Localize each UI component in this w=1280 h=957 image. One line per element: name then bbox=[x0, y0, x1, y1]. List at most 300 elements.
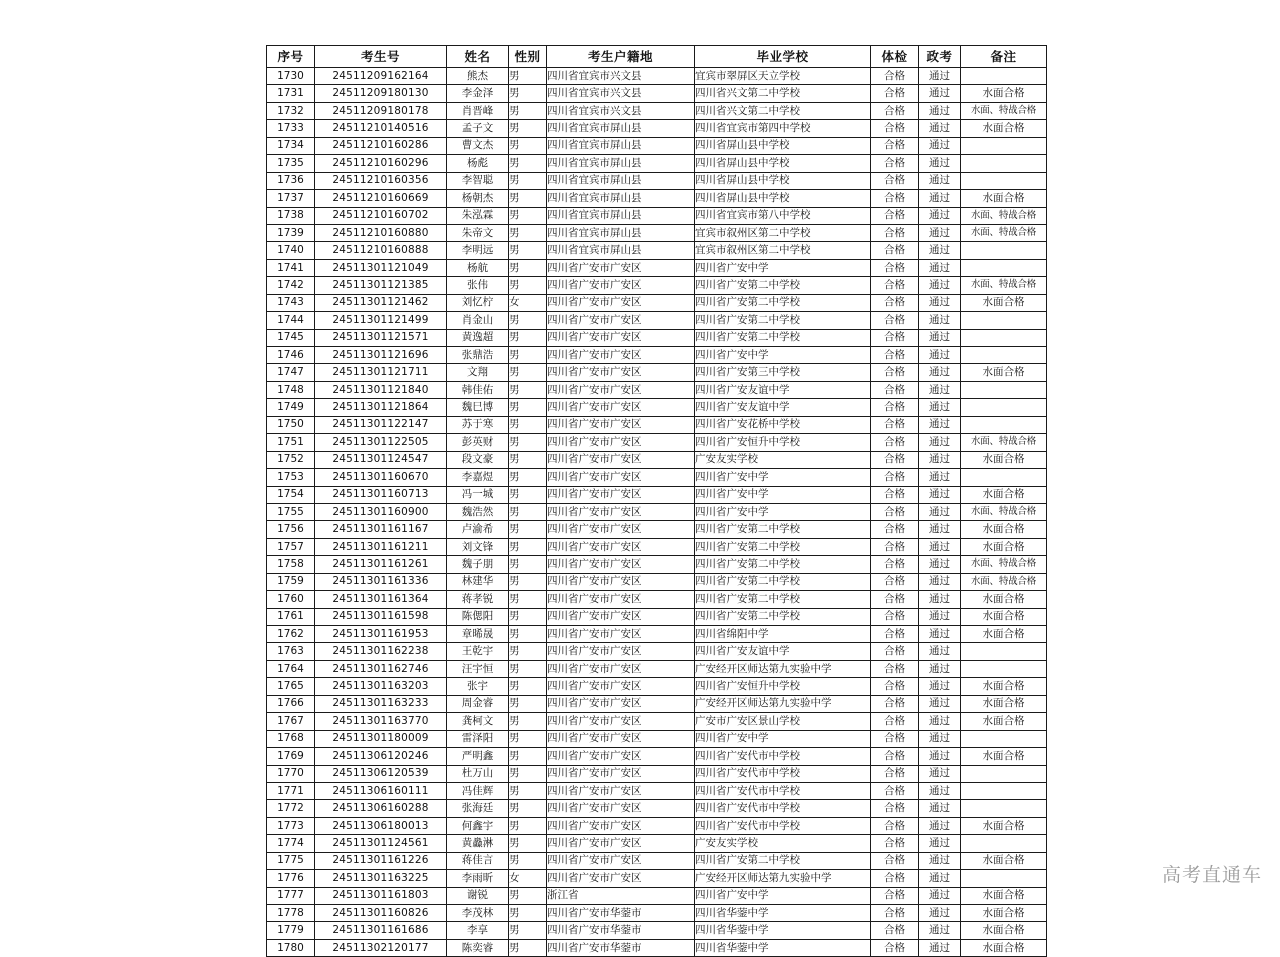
cell-school: 四川省绵阳中学 bbox=[695, 626, 871, 643]
cell-domicile: 四川省广安市广安区 bbox=[547, 329, 695, 346]
cell-pol: 通过 bbox=[919, 591, 961, 608]
cell-domicile: 四川省广安市广安区 bbox=[547, 486, 695, 503]
table-header bbox=[267, 46, 1047, 68]
cell-phys: 合格 bbox=[871, 224, 919, 241]
cell-remark bbox=[961, 155, 1047, 172]
cell-school: 四川省广安中学 bbox=[695, 730, 871, 747]
table-row bbox=[267, 486, 1047, 503]
cell-pol: 通过 bbox=[919, 347, 961, 364]
cell-exam: 24511301124547 bbox=[315, 451, 447, 468]
table-row bbox=[267, 922, 1047, 939]
cell-seq: 1757 bbox=[267, 538, 315, 555]
cell-seq: 1770 bbox=[267, 765, 315, 782]
cell-remark: 水面合格 bbox=[961, 939, 1047, 956]
cell-school: 宜宾市翠屏区天立学校 bbox=[695, 68, 871, 85]
column-header-school: 毕业学校 bbox=[695, 46, 871, 68]
cell-remark: 水面、特战合格 bbox=[961, 556, 1047, 573]
cell-seq: 1763 bbox=[267, 643, 315, 660]
cell-phys: 合格 bbox=[871, 329, 919, 346]
cell-pol: 通过 bbox=[919, 102, 961, 119]
cell-pol: 通过 bbox=[919, 695, 961, 712]
table-row bbox=[267, 434, 1047, 451]
cell-seq: 1773 bbox=[267, 817, 315, 834]
cell-name: 雷泽阳 bbox=[447, 730, 509, 747]
cell-name: 韩佳佑 bbox=[447, 381, 509, 398]
cell-domicile: 四川省广安市广安区 bbox=[547, 434, 695, 451]
cell-name: 熊杰 bbox=[447, 68, 509, 85]
cell-gender: 男 bbox=[509, 451, 547, 468]
cell-exam: 24511301161211 bbox=[315, 538, 447, 555]
cell-school: 广安市广安区景山学校 bbox=[695, 713, 871, 730]
cell-seq: 1739 bbox=[267, 224, 315, 241]
cell-phys: 合格 bbox=[871, 626, 919, 643]
cell-remark: 水面、特战合格 bbox=[961, 207, 1047, 224]
table-row bbox=[267, 207, 1047, 224]
cell-remark: 水面、特战合格 bbox=[961, 102, 1047, 119]
cell-pol: 通过 bbox=[919, 399, 961, 416]
cell-pol: 通过 bbox=[919, 730, 961, 747]
cell-seq: 1778 bbox=[267, 905, 315, 922]
cell-phys: 合格 bbox=[871, 887, 919, 904]
cell-school: 四川省广安中学 bbox=[695, 469, 871, 486]
cell-phys: 合格 bbox=[871, 591, 919, 608]
cell-seq: 1756 bbox=[267, 521, 315, 538]
cell-name: 龚柯文 bbox=[447, 713, 509, 730]
cell-gender: 男 bbox=[509, 817, 547, 834]
cell-name: 魏浩然 bbox=[447, 503, 509, 520]
cell-domicile: 四川省宜宾市屏山县 bbox=[547, 120, 695, 137]
table-row bbox=[267, 521, 1047, 538]
cell-name: 肖晋峰 bbox=[447, 102, 509, 119]
cell-school: 四川省广安代市中学校 bbox=[695, 748, 871, 765]
cell-domicile: 四川省广安市广安区 bbox=[547, 678, 695, 695]
cell-pol: 通过 bbox=[919, 120, 961, 137]
cell-exam: 24511301121840 bbox=[315, 381, 447, 398]
cell-name: 李智聪 bbox=[447, 172, 509, 189]
cell-school: 四川省兴文第二中学校 bbox=[695, 102, 871, 119]
cell-pol: 通过 bbox=[919, 905, 961, 922]
cell-pol: 通过 bbox=[919, 556, 961, 573]
cell-school: 宜宾市叙州区第二中学校 bbox=[695, 224, 871, 241]
cell-domicile: 四川省广安市广安区 bbox=[547, 713, 695, 730]
cell-domicile: 四川省宜宾市屏山县 bbox=[547, 207, 695, 224]
cell-phys: 合格 bbox=[871, 347, 919, 364]
cell-remark: 水面合格 bbox=[961, 120, 1047, 137]
cell-exam: 24511301121864 bbox=[315, 399, 447, 416]
cell-exam: 24511210160286 bbox=[315, 137, 447, 154]
cell-pol: 通过 bbox=[919, 678, 961, 695]
cell-gender: 女 bbox=[509, 294, 547, 311]
table-row bbox=[267, 591, 1047, 608]
cell-phys: 合格 bbox=[871, 190, 919, 207]
cell-exam: 24511210160669 bbox=[315, 190, 447, 207]
cell-phys: 合格 bbox=[871, 608, 919, 625]
cell-exam: 24511301161226 bbox=[315, 852, 447, 869]
cell-gender: 男 bbox=[509, 695, 547, 712]
cell-seq: 1731 bbox=[267, 85, 315, 102]
cell-exam: 24511209180178 bbox=[315, 102, 447, 119]
cell-school: 四川省华蓥中学 bbox=[695, 905, 871, 922]
cell-remark bbox=[961, 765, 1047, 782]
cell-exam: 24511301121571 bbox=[315, 329, 447, 346]
cell-school: 四川省广安第二中学校 bbox=[695, 312, 871, 329]
cell-gender: 男 bbox=[509, 416, 547, 433]
cell-gender: 男 bbox=[509, 399, 547, 416]
table-row bbox=[267, 294, 1047, 311]
cell-school: 四川省广安第二中学校 bbox=[695, 294, 871, 311]
cell-school: 四川省广安中学 bbox=[695, 347, 871, 364]
cell-name: 李雨昕 bbox=[447, 870, 509, 887]
cell-phys: 合格 bbox=[871, 765, 919, 782]
cell-exam: 24511301161336 bbox=[315, 573, 447, 590]
cell-school: 广安友实学校 bbox=[695, 835, 871, 852]
cell-phys: 合格 bbox=[871, 277, 919, 294]
cell-remark: 水面合格 bbox=[961, 852, 1047, 869]
cell-domicile: 四川省广安市广安区 bbox=[547, 748, 695, 765]
table-row bbox=[267, 503, 1047, 520]
cell-remark: 水面、特战合格 bbox=[961, 573, 1047, 590]
cell-domicile: 四川省宜宾市屏山县 bbox=[547, 224, 695, 241]
cell-exam: 24511210160702 bbox=[315, 207, 447, 224]
cell-gender: 男 bbox=[509, 521, 547, 538]
cell-seq: 1743 bbox=[267, 294, 315, 311]
cell-name: 孟子文 bbox=[447, 120, 509, 137]
cell-gender: 男 bbox=[509, 85, 547, 102]
cell-domicile: 四川省宜宾市屏山县 bbox=[547, 155, 695, 172]
cell-name: 李嘉煜 bbox=[447, 469, 509, 486]
cell-school: 四川省广安第二中学校 bbox=[695, 329, 871, 346]
cell-pol: 通过 bbox=[919, 364, 961, 381]
table-row bbox=[267, 120, 1047, 137]
cell-seq: 1741 bbox=[267, 259, 315, 276]
cell-domicile: 四川省广安市广安区 bbox=[547, 730, 695, 747]
cell-name: 蒋孝锐 bbox=[447, 591, 509, 608]
table-row bbox=[267, 451, 1047, 468]
cell-domicile: 四川省广安市广安区 bbox=[547, 399, 695, 416]
cell-seq: 1745 bbox=[267, 329, 315, 346]
cell-seq: 1752 bbox=[267, 451, 315, 468]
table-row bbox=[267, 224, 1047, 241]
cell-gender: 男 bbox=[509, 137, 547, 154]
cell-school: 四川省广安第二中学校 bbox=[695, 521, 871, 538]
cell-remark bbox=[961, 870, 1047, 887]
cell-phys: 合格 bbox=[871, 748, 919, 765]
cell-exam: 24511306120246 bbox=[315, 748, 447, 765]
cell-name: 王乾宇 bbox=[447, 643, 509, 660]
cell-pol: 通过 bbox=[919, 224, 961, 241]
cell-exam: 24511306160288 bbox=[315, 800, 447, 817]
cell-seq: 1737 bbox=[267, 190, 315, 207]
cell-remark: 水面合格 bbox=[961, 626, 1047, 643]
cell-domicile: 四川省广安市广安区 bbox=[547, 626, 695, 643]
cell-school: 四川省广安第三中学校 bbox=[695, 364, 871, 381]
column-header-exam: 考生号 bbox=[315, 46, 447, 68]
cell-phys: 合格 bbox=[871, 556, 919, 573]
cell-seq: 1777 bbox=[267, 887, 315, 904]
cell-name: 冯一城 bbox=[447, 486, 509, 503]
cell-seq: 1774 bbox=[267, 835, 315, 852]
cell-seq: 1780 bbox=[267, 939, 315, 956]
cell-pol: 通过 bbox=[919, 503, 961, 520]
cell-gender: 男 bbox=[509, 155, 547, 172]
cell-domicile: 四川省广安市广安区 bbox=[547, 364, 695, 381]
cell-gender: 男 bbox=[509, 852, 547, 869]
cell-exam: 24511306160111 bbox=[315, 782, 447, 799]
cell-name: 严明鑫 bbox=[447, 748, 509, 765]
cell-phys: 合格 bbox=[871, 573, 919, 590]
cell-name: 杨航 bbox=[447, 259, 509, 276]
cell-pol: 通过 bbox=[919, 242, 961, 259]
cell-exam: 24511301160713 bbox=[315, 486, 447, 503]
cell-school: 四川省广安第二中学校 bbox=[695, 852, 871, 869]
cell-domicile: 四川省广安市广安区 bbox=[547, 782, 695, 799]
watermark: 高考直通车 bbox=[1161, 864, 1262, 886]
cell-name: 朱泓霖 bbox=[447, 207, 509, 224]
cell-phys: 合格 bbox=[871, 364, 919, 381]
cell-gender: 男 bbox=[509, 224, 547, 241]
cell-exam: 24511209180130 bbox=[315, 85, 447, 102]
cell-gender: 男 bbox=[509, 800, 547, 817]
table-row bbox=[267, 765, 1047, 782]
cell-name: 曹文杰 bbox=[447, 137, 509, 154]
cell-gender: 男 bbox=[509, 68, 547, 85]
cell-remark: 水面合格 bbox=[961, 887, 1047, 904]
cell-domicile: 四川省广安市广安区 bbox=[547, 451, 695, 468]
table-row bbox=[267, 190, 1047, 207]
cell-domicile: 四川省宜宾市兴文县 bbox=[547, 68, 695, 85]
table-row bbox=[267, 643, 1047, 660]
cell-domicile: 四川省广安市华蓥市 bbox=[547, 922, 695, 939]
cell-domicile: 四川省广安市广安区 bbox=[547, 556, 695, 573]
table-row bbox=[267, 538, 1047, 555]
cell-seq: 1738 bbox=[267, 207, 315, 224]
cell-pol: 通过 bbox=[919, 434, 961, 451]
cell-school: 四川省广安花桥中学校 bbox=[695, 416, 871, 433]
cell-name: 彭英财 bbox=[447, 434, 509, 451]
cell-phys: 合格 bbox=[871, 85, 919, 102]
cell-pol: 通过 bbox=[919, 573, 961, 590]
cell-pol: 通过 bbox=[919, 748, 961, 765]
cell-exam: 24511301121711 bbox=[315, 364, 447, 381]
table-row bbox=[267, 817, 1047, 834]
cell-seq: 1766 bbox=[267, 695, 315, 712]
cell-phys: 合格 bbox=[871, 399, 919, 416]
table-row bbox=[267, 695, 1047, 712]
cell-phys: 合格 bbox=[871, 660, 919, 677]
cell-remark: 水面合格 bbox=[961, 905, 1047, 922]
column-header-phys: 体检 bbox=[871, 46, 919, 68]
cell-exam: 24511301163770 bbox=[315, 713, 447, 730]
cell-phys: 合格 bbox=[871, 381, 919, 398]
cell-name: 张宇 bbox=[447, 678, 509, 695]
table-row bbox=[267, 277, 1047, 294]
cell-exam: 24511306180013 bbox=[315, 817, 447, 834]
cell-seq: 1775 bbox=[267, 852, 315, 869]
cell-pol: 通过 bbox=[919, 608, 961, 625]
table-row bbox=[267, 259, 1047, 276]
cell-seq: 1736 bbox=[267, 172, 315, 189]
cell-seq: 1755 bbox=[267, 503, 315, 520]
cell-exam: 24511210140516 bbox=[315, 120, 447, 137]
cell-pol: 通过 bbox=[919, 190, 961, 207]
cell-remark bbox=[961, 660, 1047, 677]
cell-seq: 1733 bbox=[267, 120, 315, 137]
cell-domicile: 四川省广安市广安区 bbox=[547, 870, 695, 887]
cell-phys: 合格 bbox=[871, 294, 919, 311]
cell-exam: 24511301161953 bbox=[315, 626, 447, 643]
cell-remark: 水面合格 bbox=[961, 748, 1047, 765]
cell-pol: 通过 bbox=[919, 521, 961, 538]
cell-gender: 男 bbox=[509, 329, 547, 346]
column-header-seq: 序号 bbox=[267, 46, 315, 68]
cell-exam: 24511306120539 bbox=[315, 765, 447, 782]
cell-domicile: 四川省广安市广安区 bbox=[547, 765, 695, 782]
cell-gender: 男 bbox=[509, 102, 547, 119]
cell-remark: 水面合格 bbox=[961, 521, 1047, 538]
cell-phys: 合格 bbox=[871, 172, 919, 189]
cell-school: 四川省华蓥中学 bbox=[695, 922, 871, 939]
cell-domicile: 四川省广安市广安区 bbox=[547, 660, 695, 677]
cell-seq: 1761 bbox=[267, 608, 315, 625]
cell-gender: 男 bbox=[509, 486, 547, 503]
table-row bbox=[267, 870, 1047, 887]
cell-seq: 1776 bbox=[267, 870, 315, 887]
cell-domicile: 四川省广安市广安区 bbox=[547, 521, 695, 538]
cell-name: 杨彪 bbox=[447, 155, 509, 172]
cell-gender: 男 bbox=[509, 905, 547, 922]
cell-school: 四川省屏山县中学校 bbox=[695, 190, 871, 207]
table-row bbox=[267, 172, 1047, 189]
cell-remark: 水面、特战合格 bbox=[961, 277, 1047, 294]
cell-pol: 通过 bbox=[919, 922, 961, 939]
table-row bbox=[267, 556, 1047, 573]
cell-pol: 通过 bbox=[919, 312, 961, 329]
cell-pol: 通过 bbox=[919, 852, 961, 869]
cell-name: 何鑫宇 bbox=[447, 817, 509, 834]
cell-school: 四川省广安代市中学校 bbox=[695, 800, 871, 817]
cell-gender: 男 bbox=[509, 765, 547, 782]
cell-phys: 合格 bbox=[871, 730, 919, 747]
cell-remark: 水面合格 bbox=[961, 538, 1047, 555]
cell-exam: 24511301161364 bbox=[315, 591, 447, 608]
cell-name: 李金泽 bbox=[447, 85, 509, 102]
cell-pol: 通过 bbox=[919, 800, 961, 817]
cell-remark: 水面合格 bbox=[961, 695, 1047, 712]
cell-gender: 男 bbox=[509, 172, 547, 189]
cell-phys: 合格 bbox=[871, 137, 919, 154]
cell-name: 汪宇恒 bbox=[447, 660, 509, 677]
cell-phys: 合格 bbox=[871, 678, 919, 695]
cell-school: 四川省广安第二中学校 bbox=[695, 573, 871, 590]
cell-remark: 水面、特战合格 bbox=[961, 224, 1047, 241]
table-row bbox=[267, 835, 1047, 852]
cell-pol: 通过 bbox=[919, 486, 961, 503]
cell-phys: 合格 bbox=[871, 207, 919, 224]
cell-phys: 合格 bbox=[871, 486, 919, 503]
cell-domicile: 四川省广安市广安区 bbox=[547, 695, 695, 712]
cell-remark: 水面合格 bbox=[961, 608, 1047, 625]
cell-name: 张海廷 bbox=[447, 800, 509, 817]
cell-pol: 通过 bbox=[919, 277, 961, 294]
cell-seq: 1732 bbox=[267, 102, 315, 119]
cell-phys: 合格 bbox=[871, 713, 919, 730]
cell-domicile: 四川省广安市广安区 bbox=[547, 852, 695, 869]
cell-gender: 男 bbox=[509, 887, 547, 904]
table-row bbox=[267, 155, 1047, 172]
cell-exam: 24511301161598 bbox=[315, 608, 447, 625]
cell-gender: 男 bbox=[509, 207, 547, 224]
cell-school: 广安经开区师达第九实验中学 bbox=[695, 695, 871, 712]
cell-seq: 1749 bbox=[267, 399, 315, 416]
cell-school: 四川省屏山县中学校 bbox=[695, 155, 871, 172]
cell-phys: 合格 bbox=[871, 939, 919, 956]
cell-name: 周金睿 bbox=[447, 695, 509, 712]
column-header-remark: 备注 bbox=[961, 46, 1047, 68]
cell-remark bbox=[961, 643, 1047, 660]
cell-remark bbox=[961, 68, 1047, 85]
cell-name: 苏于寒 bbox=[447, 416, 509, 433]
cell-pol: 通过 bbox=[919, 207, 961, 224]
table-row bbox=[267, 608, 1047, 625]
cell-name: 杜万山 bbox=[447, 765, 509, 782]
cell-school: 四川省宜宾市第四中学校 bbox=[695, 120, 871, 137]
cell-phys: 合格 bbox=[871, 922, 919, 939]
cell-pol: 通过 bbox=[919, 939, 961, 956]
cell-domicile: 四川省宜宾市屏山县 bbox=[547, 137, 695, 154]
cell-remark: 水面、特战合格 bbox=[961, 503, 1047, 520]
cell-exam: 24511301122505 bbox=[315, 434, 447, 451]
cell-remark bbox=[961, 381, 1047, 398]
cell-gender: 男 bbox=[509, 730, 547, 747]
cell-name: 刘忆柠 bbox=[447, 294, 509, 311]
table-row bbox=[267, 85, 1047, 102]
cell-exam: 24511210160296 bbox=[315, 155, 447, 172]
cell-name: 杨朝杰 bbox=[447, 190, 509, 207]
cell-domicile: 四川省宜宾市兴文县 bbox=[547, 102, 695, 119]
cell-school: 四川省广安代市中学校 bbox=[695, 765, 871, 782]
cell-exam: 24511210160880 bbox=[315, 224, 447, 241]
cell-remark: 水面合格 bbox=[961, 364, 1047, 381]
cell-remark bbox=[961, 399, 1047, 416]
cell-seq: 1747 bbox=[267, 364, 315, 381]
cell-gender: 男 bbox=[509, 660, 547, 677]
cell-seq: 1742 bbox=[267, 277, 315, 294]
cell-pol: 通过 bbox=[919, 68, 961, 85]
cell-seq: 1746 bbox=[267, 347, 315, 364]
cell-gender: 男 bbox=[509, 591, 547, 608]
cell-domicile: 四川省广安市广安区 bbox=[547, 608, 695, 625]
cell-remark bbox=[961, 329, 1047, 346]
cell-school: 四川省广安友谊中学 bbox=[695, 381, 871, 398]
cell-domicile: 四川省广安市广安区 bbox=[547, 312, 695, 329]
cell-seq: 1753 bbox=[267, 469, 315, 486]
cell-exam: 24511210160888 bbox=[315, 242, 447, 259]
cell-phys: 合格 bbox=[871, 538, 919, 555]
cell-pol: 通过 bbox=[919, 538, 961, 555]
cell-name: 张伟 bbox=[447, 277, 509, 294]
cell-name: 文翔 bbox=[447, 364, 509, 381]
cell-name: 肖金山 bbox=[447, 312, 509, 329]
cell-seq: 1759 bbox=[267, 573, 315, 590]
cell-seq: 1764 bbox=[267, 660, 315, 677]
cell-seq: 1740 bbox=[267, 242, 315, 259]
cell-pol: 通过 bbox=[919, 817, 961, 834]
cell-name: 蒋佳言 bbox=[447, 852, 509, 869]
cell-name: 李明远 bbox=[447, 242, 509, 259]
cell-seq: 1768 bbox=[267, 730, 315, 747]
cell-domicile: 四川省广安市广安区 bbox=[547, 835, 695, 852]
table-row bbox=[267, 416, 1047, 433]
